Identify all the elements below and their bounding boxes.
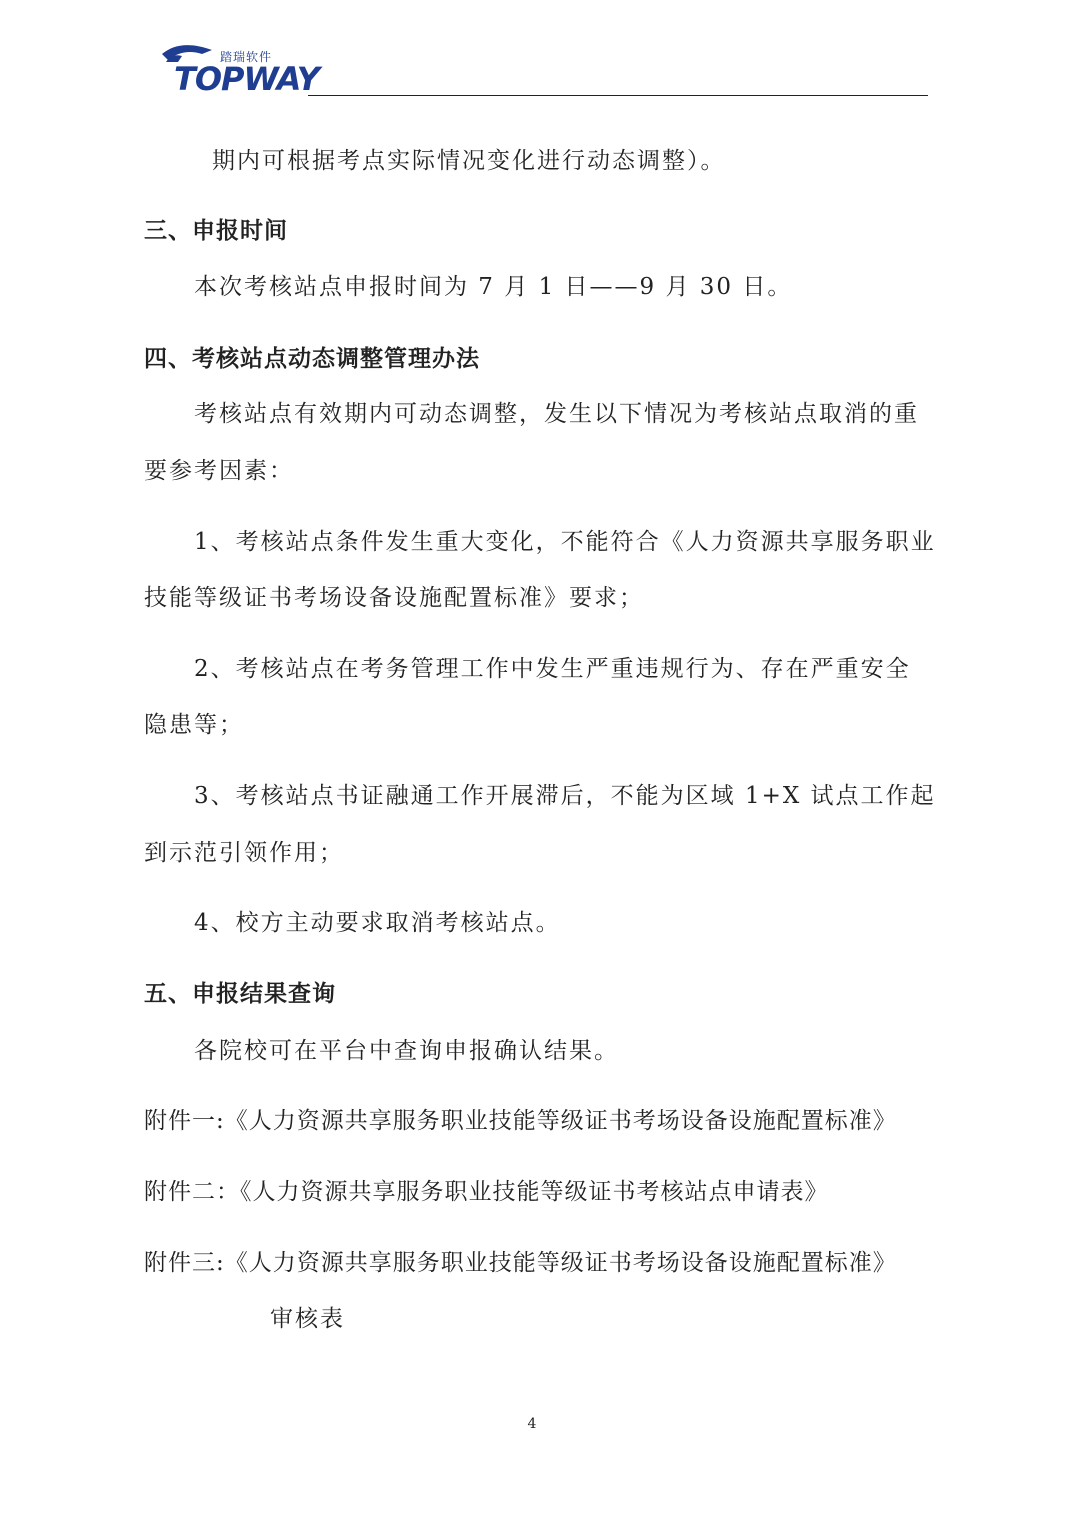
item-2-line-1: 2、考核站点在考务管理工作中发生严重违规行为、存在严重安全	[194, 656, 911, 682]
attachment-2: 附件二：《人力资源共享服务职业技能等级证书考核站点申请表》	[144, 1179, 829, 1205]
item-3-line-2: 到示范引领作用；	[144, 840, 344, 866]
paragraph-4-line-1: 考核站点有效期内可动态调整，发生以下情况为考核站点取消的重	[194, 401, 919, 427]
header-divider	[308, 95, 928, 96]
topway-logo	[160, 40, 319, 98]
section-heading-4: 四、考核站点动态调整管理办法	[144, 346, 480, 372]
paragraph-4-line-2: 要参考因素：	[144, 458, 294, 484]
section-heading-5: 五、申报结果查询	[144, 981, 336, 1007]
item-3-line-1: 3、考核站点书证融通工作开展滞后，不能为区域 1+X 试点工作起	[194, 783, 936, 809]
section-heading-3: 三、申报时间	[144, 218, 288, 244]
attachment-1: 附件一:《人力资源共享服务职业技能等级证书考场设备设施配置标准》	[144, 1108, 897, 1134]
continued-paragraph: 期内可根据考点实际情况变化进行动态调整）。	[212, 148, 726, 174]
logo-text-en: TOPWAY	[174, 60, 319, 98]
paragraph-5: 各院校可在平台中查询申报确认结果。	[194, 1038, 619, 1064]
item-4: 4、校方主动要求取消考核站点。	[194, 910, 561, 936]
attachment-3-line-2: 审核表	[270, 1306, 345, 1332]
page-number: 4	[527, 1416, 537, 1432]
logo-text-cn: 踏瑞软件	[220, 50, 273, 64]
paragraph-3: 本次考核站点申报时间为 7 月 1 日——9 月 30 日。	[194, 274, 793, 300]
item-1-line-2: 技能等级证书考场设备设施配置标准》要求；	[144, 585, 644, 611]
item-1-line-1: 1、考核站点条件发生重大变化，不能符合《人力资源共享服务职业	[194, 529, 936, 555]
item-2-line-2: 隐患等；	[144, 712, 244, 738]
attachment-3-line-1: 附件三:《人力资源共享服务职业技能等级证书考场设备设施配置标准》	[144, 1250, 897, 1276]
